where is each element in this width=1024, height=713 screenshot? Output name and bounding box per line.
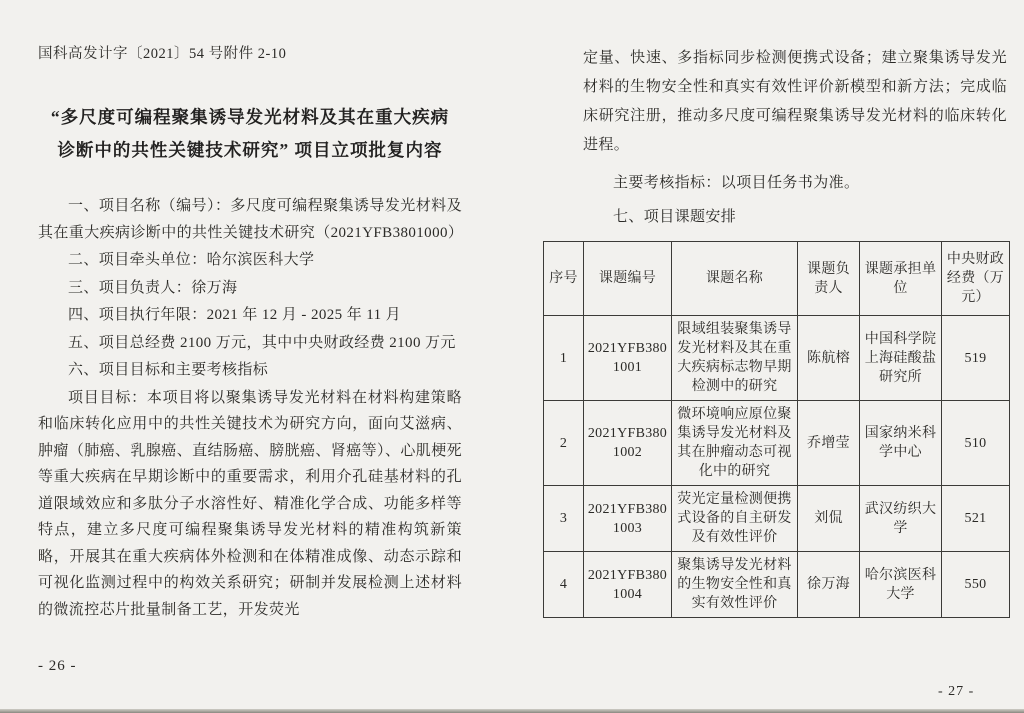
header-topic-code: 课题编号	[584, 242, 672, 316]
page-right	[543, 44, 1009, 618]
document-ref-number: 国科高发计字〔2021〕54 号附件 2-10	[38, 46, 287, 62]
header-topic-leader: 课题负责人	[798, 242, 860, 316]
cell-topic-code: 2021YFB3801002	[584, 401, 672, 486]
project-topics-table	[543, 241, 1010, 618]
cell-topic-org: 哈尔滨医科大学	[860, 552, 942, 618]
cell-topic-code: 2021YFB3801003	[584, 486, 672, 552]
header-central-fund: 中央财政经费（万元）	[942, 242, 1010, 316]
table-header-row	[544, 242, 1010, 316]
cell-serial: 3	[544, 486, 584, 552]
cell-central-fund: 519	[942, 316, 1010, 401]
document-title: “多尺度可编程聚集诱导发光材料及其在重大疾病诊断中的共性关键技术研究” 项目立项批复内容	[50, 107, 450, 160]
page-left	[38, 42, 462, 623]
table-row	[544, 486, 1010, 552]
header-topic-name: 课题名称	[672, 242, 798, 316]
table-row	[544, 401, 1010, 486]
cell-central-fund: 521	[942, 486, 1010, 552]
table-row	[544, 316, 1010, 401]
cell-topic-leader: 徐万海	[798, 552, 860, 618]
cell-topic-leader: 陈航榕	[798, 316, 860, 401]
item-total-budget: 五、项目总经费 2100 万元，其中中央财政经费 2100 万元	[68, 334, 456, 351]
item-goals-heading: 六、项目目标和主要考核指标	[68, 362, 269, 378]
cell-topic-name: 限域组装聚集诱导发光材料及其在重大疾病标志物早期检测中的研究	[672, 316, 798, 401]
cell-topic-name: 微环境响应原位聚集诱导发光材料及其在肿瘤动态可视化中的研究	[672, 401, 798, 486]
cell-central-fund: 510	[942, 401, 1010, 486]
project-goal-paragraph: 项目目标：本项目将以聚集诱导发光材料在材料构建策略和临床转化应用中的共性关键技术为研究方向，面向艾滋病、肿瘤（肺癌、乳腺癌、直结肠癌、膀胱癌、肾癌等）、心肌梗死等重大疾病在早期诊断中的重要需求，利用介孔硅基材料的孔道限域效应和多肽分子水溶性好、精准化学合成、功能多样等特点，建立多尺度可编程聚集诱导发光材料的精准构筑新策略，开展其在重大疾病体外检测和在体精准成像、动态示踪和可视化监测过程中的构效关系研究；研制并发展检测上述材料的微流控芯片批量制备工艺，开发荧光	[38, 389, 462, 618]
cell-topic-leader: 乔增莹	[798, 401, 860, 486]
cell-topic-name: 荧光定量检测便携式设备的自主研发及有效性评价	[672, 486, 798, 552]
cell-serial: 1	[544, 316, 584, 401]
cell-topic-code: 2021YFB3801004	[584, 552, 672, 618]
cell-topic-org: 国家纳米科学中心	[860, 401, 942, 486]
cell-topic-org: 中国科学院上海硅酸盐研究所	[860, 316, 942, 401]
page-number-right: - 27 -	[938, 684, 975, 699]
item-project-duration: 四、项目执行年限：2021 年 12 月 - 2025 年 11 月	[68, 307, 402, 323]
cell-serial: 2	[544, 401, 584, 486]
header-serial: 序号	[544, 242, 584, 316]
cell-topic-name: 聚集诱导发光材料的生物安全性和真实有效性评价	[672, 552, 798, 618]
cell-serial: 4	[544, 552, 584, 618]
cell-central-fund: 550	[942, 552, 1010, 618]
header-topic-org: 课题承担单位	[860, 242, 942, 316]
cell-topic-code: 2021YFB3801001	[584, 316, 672, 401]
item-lead-organization: 二、项目牵头单位：哈尔滨医科大学	[68, 252, 315, 268]
cell-topic-org: 武汉纺织大学	[860, 486, 942, 552]
kpi-line: 主要考核指标：以项目任务书为准。	[613, 175, 860, 191]
item-project-leader: 三、项目负责人：徐万海	[68, 279, 238, 296]
item-project-name: 一、项目名称（编号）：多尺度可编程聚集诱导发光材料及其在重大疾病诊断中的共性关键技术研究（2021YFB3801000）	[38, 198, 464, 241]
section-seven-heading: 七、项目课题安排	[613, 209, 737, 225]
scan-bottom-edge	[0, 709, 1024, 713]
continuation-paragraph: 定量、快速、多指标同步检测便携式设备；建立聚集诱导发光材料的生物安全性和真实有效性评价新模型和新方法；完成临床研究注册，推动多尺度可编程聚集诱导发光材料的临床转化进程。	[583, 50, 1007, 153]
page-number-left: - 26 -	[38, 658, 77, 674]
numbered-items	[38, 193, 462, 623]
table-row	[544, 552, 1010, 618]
cell-topic-leader: 刘侃	[798, 486, 860, 552]
